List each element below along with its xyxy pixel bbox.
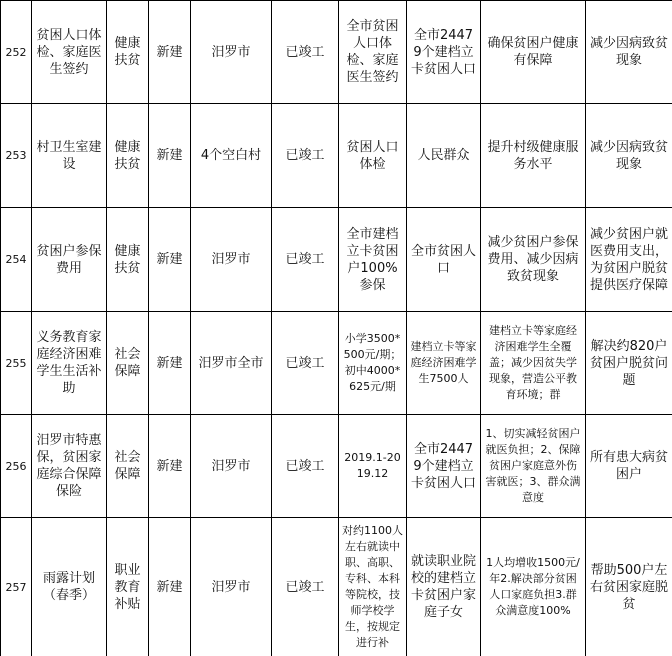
project-category: 健康扶贫 xyxy=(107,104,149,208)
project-effect: 所有患大病贫困户 xyxy=(586,415,672,518)
construction-content: 全市贫困人口体检、家庭医生签约 xyxy=(339,1,407,104)
construction-content: 小学3500*500元/期；初中4000*625元/期 xyxy=(339,312,407,415)
row-number: 257 xyxy=(1,518,32,656)
beneficiaries: 全市24479个建档立卡贫困人口 xyxy=(407,1,481,104)
construction-type: 新建 xyxy=(149,415,191,518)
construction-content: 贫困人口体检 xyxy=(339,104,407,208)
construction-content: 对约1100人左右就读中职、高职、专科、本科等院校，技师学校学生，按规定进行补 xyxy=(339,518,407,656)
project-name: 村卫生室建设 xyxy=(32,104,107,208)
table-row xyxy=(1,518,672,656)
project-goal: 1人均增收1500元/年2.解决部分贫困人口家庭负担3.群众满意度100% xyxy=(481,518,586,656)
construction-content: 2019.1-2019.12 xyxy=(339,415,407,518)
construction-type: 新建 xyxy=(149,518,191,656)
project-name: 贫困人口体检、家庭医生签约 xyxy=(32,1,107,104)
beneficiaries: 全市贫困人口 xyxy=(407,208,481,312)
table-row xyxy=(1,104,672,208)
construction-type: 新建 xyxy=(149,208,191,312)
project-category: 社会保障 xyxy=(107,415,149,518)
project-status: 已竣工 xyxy=(272,104,339,208)
project-location: 汨罗市 xyxy=(191,1,272,104)
construction-type: 新建 xyxy=(149,312,191,415)
project-effect: 减少贫困户就医费用支出，为贫困户脱贫提供医疗保障 xyxy=(586,208,672,312)
project-goal: 提升村级健康服务水平 xyxy=(481,104,586,208)
project-location: 4个空白村 xyxy=(191,104,272,208)
construction-type: 新建 xyxy=(149,104,191,208)
project-effect: 减少因病致贫现象 xyxy=(586,1,672,104)
project-name: 贫困户参保费用 xyxy=(32,208,107,312)
project-effect: 减少因病致贫现象 xyxy=(586,104,672,208)
project-effect: 帮助500户左右贫困家庭脱贫 xyxy=(586,518,672,656)
table-row xyxy=(1,208,672,312)
table-row xyxy=(1,415,672,518)
project-category: 健康扶贫 xyxy=(107,208,149,312)
project-name: 汨罗市特惠保，贫困家庭综合保障保险 xyxy=(32,415,107,518)
row-number: 253 xyxy=(1,104,32,208)
table-row xyxy=(1,1,672,104)
row-number: 256 xyxy=(1,415,32,518)
project-effect: 解决约820户贫困户脱贫问题 xyxy=(586,312,672,415)
project-goal: 建档立卡等家庭经济困难学生全覆盖；减少因贫失学现象，营造公平教育环境；群 xyxy=(481,312,586,415)
table-row xyxy=(1,312,672,415)
row-number: 254 xyxy=(1,208,32,312)
project-goal: 确保贫困户健康有保障 xyxy=(481,1,586,104)
project-status: 已竣工 xyxy=(272,518,339,656)
beneficiaries: 就读职业院校的建档立卡贫困户家庭子女 xyxy=(407,518,481,656)
project-status: 已竣工 xyxy=(272,208,339,312)
construction-content: 全市建档立卡贫困户100%参保 xyxy=(339,208,407,312)
project-location: 汨罗市 xyxy=(191,518,272,656)
project-goal: 1、切实减轻贫困户就医负担；2、保障贫困户家庭意外伤害就医；3、群众满意度 xyxy=(481,415,586,518)
row-number: 255 xyxy=(1,312,32,415)
project-status: 已竣工 xyxy=(272,1,339,104)
project-name: 雨露计划（春季） xyxy=(32,518,107,656)
project-status: 已竣工 xyxy=(272,312,339,415)
project-category: 社会保障 xyxy=(107,312,149,415)
beneficiaries: 建档立卡等家庭经济困难学生7500人 xyxy=(407,312,481,415)
table-body xyxy=(1,1,672,656)
beneficiaries: 全市24479个建档立卡贫困人口 xyxy=(407,415,481,518)
project-location: 汨罗市 xyxy=(191,415,272,518)
project-name: 义务教育家庭经济困难学生生活补助 xyxy=(32,312,107,415)
project-category: 职业教育补贴 xyxy=(107,518,149,656)
beneficiaries: 人民群众 xyxy=(407,104,481,208)
project-goal: 减少贫困户参保费用、减少因病致贫现象 xyxy=(481,208,586,312)
row-number: 252 xyxy=(1,1,32,104)
project-category: 健康扶贫 xyxy=(107,1,149,104)
project-location: 汨罗市全市 xyxy=(191,312,272,415)
project-location: 汨罗市 xyxy=(191,208,272,312)
construction-type: 新建 xyxy=(149,1,191,104)
project-status: 已竣工 xyxy=(272,415,339,518)
